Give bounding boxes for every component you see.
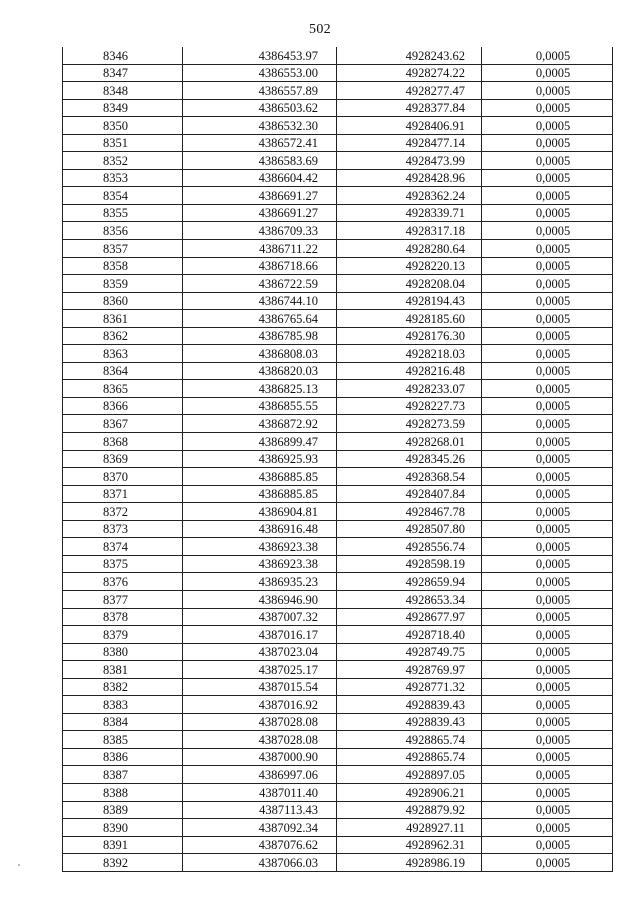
table-row xyxy=(63,169,613,187)
x-coordinate-cell: 4387092.34 xyxy=(183,819,337,837)
x-coordinate-cell: 4387076.62 xyxy=(183,836,337,854)
y-coordinate-cell: 4928879.92 xyxy=(337,801,482,819)
point-id-cell: 8391 xyxy=(63,836,183,854)
point-id-cell: 8351 xyxy=(63,134,183,152)
point-id-cell: 8373 xyxy=(63,520,183,538)
scan-speck xyxy=(18,864,20,866)
coordinates-table-container xyxy=(62,47,612,872)
x-coordinate-cell: 4387028.08 xyxy=(183,713,337,731)
point-id-cell: 8388 xyxy=(63,783,183,801)
point-id-cell: 8347 xyxy=(63,64,183,82)
value-cell: 0,0005 xyxy=(482,485,613,503)
point-id-cell: 8363 xyxy=(63,345,183,363)
value-cell: 0,0005 xyxy=(482,397,613,415)
table-row xyxy=(63,433,613,451)
point-id-cell: 8352 xyxy=(63,152,183,170)
x-coordinate-cell: 4386709.33 xyxy=(183,222,337,240)
point-id-cell: 8346 xyxy=(63,47,183,64)
x-coordinate-cell: 4386744.10 xyxy=(183,292,337,310)
y-coordinate-cell: 4928208.04 xyxy=(337,275,482,293)
table-row xyxy=(63,397,613,415)
value-cell: 0,0005 xyxy=(482,661,613,679)
point-id-cell: 8384 xyxy=(63,713,183,731)
y-coordinate-cell: 4928377.84 xyxy=(337,99,482,117)
value-cell: 0,0005 xyxy=(482,783,613,801)
point-id-cell: 8367 xyxy=(63,415,183,433)
value-cell: 0,0005 xyxy=(482,415,613,433)
value-cell: 0,0005 xyxy=(482,82,613,100)
point-id-cell: 8385 xyxy=(63,731,183,749)
value-cell: 0,0005 xyxy=(482,310,613,328)
y-coordinate-cell: 4928865.74 xyxy=(337,731,482,749)
table-row xyxy=(63,748,613,766)
value-cell: 0,0005 xyxy=(482,626,613,644)
value-cell: 0,0005 xyxy=(482,748,613,766)
y-coordinate-cell: 4928467.78 xyxy=(337,503,482,521)
value-cell: 0,0005 xyxy=(482,292,613,310)
table-row xyxy=(63,275,613,293)
table-row xyxy=(63,854,613,872)
point-id-cell: 8358 xyxy=(63,257,183,275)
value-cell: 0,0005 xyxy=(482,169,613,187)
value-cell: 0,0005 xyxy=(482,503,613,521)
value-cell: 0,0005 xyxy=(482,362,613,380)
x-coordinate-cell: 4387011.40 xyxy=(183,783,337,801)
table-row xyxy=(63,661,613,679)
y-coordinate-cell: 4928865.74 xyxy=(337,748,482,766)
x-coordinate-cell: 4386872.92 xyxy=(183,415,337,433)
point-id-cell: 8371 xyxy=(63,485,183,503)
point-id-cell: 8377 xyxy=(63,590,183,608)
y-coordinate-cell: 4928653.34 xyxy=(337,590,482,608)
x-coordinate-cell: 4386923.38 xyxy=(183,555,337,573)
value-cell: 0,0005 xyxy=(482,520,613,538)
table-row xyxy=(63,240,613,258)
y-coordinate-cell: 4928194.43 xyxy=(337,292,482,310)
x-coordinate-cell: 4386557.89 xyxy=(183,82,337,100)
y-coordinate-cell: 4928362.24 xyxy=(337,187,482,205)
value-cell: 0,0005 xyxy=(482,468,613,486)
point-id-cell: 8387 xyxy=(63,766,183,784)
value-cell: 0,0005 xyxy=(482,854,613,872)
x-coordinate-cell: 4386722.59 xyxy=(183,275,337,293)
table-row xyxy=(63,801,613,819)
value-cell: 0,0005 xyxy=(482,47,613,64)
y-coordinate-cell: 4928273.59 xyxy=(337,415,482,433)
point-id-cell: 8379 xyxy=(63,626,183,644)
table-row xyxy=(63,573,613,591)
y-coordinate-cell: 4928906.21 xyxy=(337,783,482,801)
x-coordinate-cell: 4386825.13 xyxy=(183,380,337,398)
x-coordinate-cell: 4387007.32 xyxy=(183,608,337,626)
x-coordinate-cell: 4386820.03 xyxy=(183,362,337,380)
x-coordinate-cell: 4386925.93 xyxy=(183,450,337,468)
point-id-cell: 8372 xyxy=(63,503,183,521)
point-id-cell: 8381 xyxy=(63,661,183,679)
x-coordinate-cell: 4386997.06 xyxy=(183,766,337,784)
point-id-cell: 8390 xyxy=(63,819,183,837)
table-row xyxy=(63,836,613,854)
y-coordinate-cell: 4928477.14 xyxy=(337,134,482,152)
y-coordinate-cell: 4928345.26 xyxy=(337,450,482,468)
y-coordinate-cell: 4928769.97 xyxy=(337,661,482,679)
y-coordinate-cell: 4928718.40 xyxy=(337,626,482,644)
point-id-cell: 8380 xyxy=(63,643,183,661)
value-cell: 0,0005 xyxy=(482,538,613,556)
x-coordinate-cell: 4387016.92 xyxy=(183,696,337,714)
point-id-cell: 8348 xyxy=(63,82,183,100)
point-id-cell: 8354 xyxy=(63,187,183,205)
value-cell: 0,0005 xyxy=(482,819,613,837)
value-cell: 0,0005 xyxy=(482,801,613,819)
point-id-cell: 8362 xyxy=(63,327,183,345)
y-coordinate-cell: 4928839.43 xyxy=(337,713,482,731)
y-coordinate-cell: 4928339.71 xyxy=(337,204,482,222)
y-coordinate-cell: 4928659.94 xyxy=(337,573,482,591)
table-row xyxy=(63,310,613,328)
table-row xyxy=(63,608,613,626)
x-coordinate-cell: 4386532.30 xyxy=(183,117,337,135)
x-coordinate-cell: 4386604.42 xyxy=(183,169,337,187)
value-cell: 0,0005 xyxy=(482,713,613,731)
point-id-cell: 8374 xyxy=(63,538,183,556)
value-cell: 0,0005 xyxy=(482,152,613,170)
point-id-cell: 8375 xyxy=(63,555,183,573)
point-id-cell: 8392 xyxy=(63,854,183,872)
table-row xyxy=(63,520,613,538)
point-id-cell: 8353 xyxy=(63,169,183,187)
y-coordinate-cell: 4928185.60 xyxy=(337,310,482,328)
y-coordinate-cell: 4928556.74 xyxy=(337,538,482,556)
value-cell: 0,0005 xyxy=(482,678,613,696)
y-coordinate-cell: 4928406.91 xyxy=(337,117,482,135)
value-cell: 0,0005 xyxy=(482,99,613,117)
table-row xyxy=(63,538,613,556)
value-cell: 0,0005 xyxy=(482,240,613,258)
x-coordinate-cell: 4387016.17 xyxy=(183,626,337,644)
table-row xyxy=(63,590,613,608)
y-coordinate-cell: 4928749.75 xyxy=(337,643,482,661)
x-coordinate-cell: 4386946.90 xyxy=(183,590,337,608)
point-id-cell: 8360 xyxy=(63,292,183,310)
x-coordinate-cell: 4386553.00 xyxy=(183,64,337,82)
table-row xyxy=(63,678,613,696)
point-id-cell: 8376 xyxy=(63,573,183,591)
point-id-cell: 8386 xyxy=(63,748,183,766)
value-cell: 0,0005 xyxy=(482,257,613,275)
x-coordinate-cell: 4387113.43 xyxy=(183,801,337,819)
point-id-cell: 8382 xyxy=(63,678,183,696)
table-row xyxy=(63,292,613,310)
x-coordinate-cell: 4386691.27 xyxy=(183,187,337,205)
x-coordinate-cell: 4386808.03 xyxy=(183,345,337,363)
y-coordinate-cell: 4928598.19 xyxy=(337,555,482,573)
table-row xyxy=(63,783,613,801)
y-coordinate-cell: 4928274.22 xyxy=(337,64,482,82)
point-id-cell: 8359 xyxy=(63,275,183,293)
point-id-cell: 8370 xyxy=(63,468,183,486)
table-row xyxy=(63,345,613,363)
y-coordinate-cell: 4928176.30 xyxy=(337,327,482,345)
y-coordinate-cell: 4928268.01 xyxy=(337,433,482,451)
page-number: 502 xyxy=(309,22,331,37)
x-coordinate-cell: 4386855.55 xyxy=(183,397,337,415)
table-row xyxy=(63,766,613,784)
y-coordinate-cell: 4928280.64 xyxy=(337,240,482,258)
table-row xyxy=(63,415,613,433)
y-coordinate-cell: 4928243.62 xyxy=(337,47,482,64)
x-coordinate-cell: 4386453.97 xyxy=(183,47,337,64)
x-coordinate-cell: 4386885.85 xyxy=(183,485,337,503)
value-cell: 0,0005 xyxy=(482,327,613,345)
table-row xyxy=(63,204,613,222)
value-cell: 0,0005 xyxy=(482,275,613,293)
coordinates-table-body xyxy=(63,47,613,871)
table-row xyxy=(63,713,613,731)
point-id-cell: 8366 xyxy=(63,397,183,415)
table-row xyxy=(63,362,613,380)
x-coordinate-cell: 4386711.22 xyxy=(183,240,337,258)
x-coordinate-cell: 4386718.66 xyxy=(183,257,337,275)
point-id-cell: 8383 xyxy=(63,696,183,714)
y-coordinate-cell: 4928771.32 xyxy=(337,678,482,696)
value-cell: 0,0005 xyxy=(482,590,613,608)
value-cell: 0,0005 xyxy=(482,450,613,468)
y-coordinate-cell: 4928839.43 xyxy=(337,696,482,714)
table-row xyxy=(63,696,613,714)
value-cell: 0,0005 xyxy=(482,380,613,398)
point-id-cell: 8369 xyxy=(63,450,183,468)
table-row xyxy=(63,450,613,468)
table-row xyxy=(63,485,613,503)
table-row xyxy=(63,47,613,64)
value-cell: 0,0005 xyxy=(482,345,613,363)
point-id-cell: 8378 xyxy=(63,608,183,626)
table-row xyxy=(63,152,613,170)
table-row xyxy=(63,222,613,240)
value-cell: 0,0005 xyxy=(482,222,613,240)
table-row xyxy=(63,643,613,661)
y-coordinate-cell: 4928897.05 xyxy=(337,766,482,784)
y-coordinate-cell: 4928220.13 xyxy=(337,257,482,275)
y-coordinate-cell: 4928927.11 xyxy=(337,819,482,837)
y-coordinate-cell: 4928507.80 xyxy=(337,520,482,538)
table-row xyxy=(63,380,613,398)
point-id-cell: 8364 xyxy=(63,362,183,380)
value-cell: 0,0005 xyxy=(482,836,613,854)
value-cell: 0,0005 xyxy=(482,187,613,205)
point-id-cell: 8355 xyxy=(63,204,183,222)
table-row xyxy=(63,327,613,345)
x-coordinate-cell: 4386885.85 xyxy=(183,468,337,486)
point-id-cell: 8356 xyxy=(63,222,183,240)
x-coordinate-cell: 4386691.27 xyxy=(183,204,337,222)
y-coordinate-cell: 4928368.54 xyxy=(337,468,482,486)
x-coordinate-cell: 4386904.81 xyxy=(183,503,337,521)
x-coordinate-cell: 4387028.08 xyxy=(183,731,337,749)
table-row xyxy=(63,117,613,135)
value-cell: 0,0005 xyxy=(482,433,613,451)
x-coordinate-cell: 4386583.69 xyxy=(183,152,337,170)
value-cell: 0,0005 xyxy=(482,731,613,749)
value-cell: 0,0005 xyxy=(482,696,613,714)
value-cell: 0,0005 xyxy=(482,608,613,626)
x-coordinate-cell: 4386503.62 xyxy=(183,99,337,117)
table-row xyxy=(63,187,613,205)
table-row xyxy=(63,819,613,837)
value-cell: 0,0005 xyxy=(482,64,613,82)
table-row xyxy=(63,134,613,152)
point-id-cell: 8368 xyxy=(63,433,183,451)
table-row xyxy=(63,468,613,486)
value-cell: 0,0005 xyxy=(482,573,613,591)
x-coordinate-cell: 4387066.03 xyxy=(183,854,337,872)
y-coordinate-cell: 4928962.31 xyxy=(337,836,482,854)
point-id-cell: 8350 xyxy=(63,117,183,135)
x-coordinate-cell: 4387025.17 xyxy=(183,661,337,679)
x-coordinate-cell: 4386916.48 xyxy=(183,520,337,538)
point-id-cell: 8365 xyxy=(63,380,183,398)
x-coordinate-cell: 4387023.04 xyxy=(183,643,337,661)
table-row xyxy=(63,626,613,644)
value-cell: 0,0005 xyxy=(482,555,613,573)
y-coordinate-cell: 4928218.03 xyxy=(337,345,482,363)
x-coordinate-cell: 4386935.23 xyxy=(183,573,337,591)
table-row xyxy=(63,82,613,100)
point-id-cell: 8349 xyxy=(63,99,183,117)
value-cell: 0,0005 xyxy=(482,204,613,222)
table-row xyxy=(63,257,613,275)
value-cell: 0,0005 xyxy=(482,117,613,135)
table-row xyxy=(63,503,613,521)
value-cell: 0,0005 xyxy=(482,134,613,152)
coordinates-table xyxy=(62,47,613,872)
table-row xyxy=(63,64,613,82)
table-row xyxy=(63,555,613,573)
table-row xyxy=(63,731,613,749)
x-coordinate-cell: 4387000.90 xyxy=(183,748,337,766)
y-coordinate-cell: 4928428.96 xyxy=(337,169,482,187)
x-coordinate-cell: 4386785.98 xyxy=(183,327,337,345)
y-coordinate-cell: 4928317.18 xyxy=(337,222,482,240)
x-coordinate-cell: 4386572.41 xyxy=(183,134,337,152)
y-coordinate-cell: 4928986.19 xyxy=(337,854,482,872)
y-coordinate-cell: 4928407.84 xyxy=(337,485,482,503)
x-coordinate-cell: 4386923.38 xyxy=(183,538,337,556)
y-coordinate-cell: 4928277.47 xyxy=(337,82,482,100)
point-id-cell: 8357 xyxy=(63,240,183,258)
table-row xyxy=(63,99,613,117)
value-cell: 0,0005 xyxy=(482,766,613,784)
x-coordinate-cell: 4387015.54 xyxy=(183,678,337,696)
point-id-cell: 8389 xyxy=(63,801,183,819)
point-id-cell: 8361 xyxy=(63,310,183,328)
x-coordinate-cell: 4386765.64 xyxy=(183,310,337,328)
value-cell: 0,0005 xyxy=(482,643,613,661)
y-coordinate-cell: 4928216.48 xyxy=(337,362,482,380)
y-coordinate-cell: 4928473.99 xyxy=(337,152,482,170)
x-coordinate-cell: 4386899.47 xyxy=(183,433,337,451)
y-coordinate-cell: 4928677.97 xyxy=(337,608,482,626)
y-coordinate-cell: 4928227.73 xyxy=(337,397,482,415)
y-coordinate-cell: 4928233.07 xyxy=(337,380,482,398)
